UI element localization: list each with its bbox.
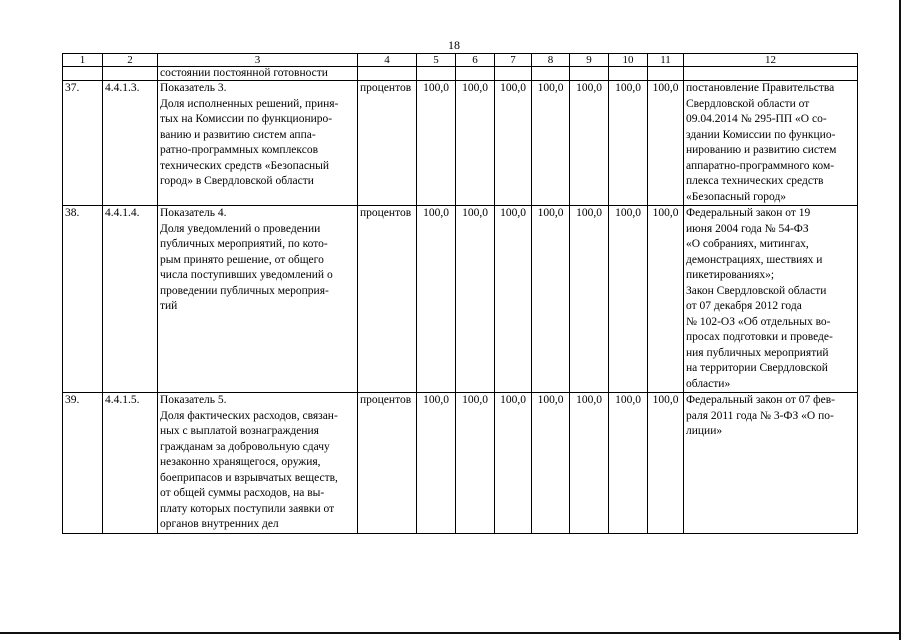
source-line: просах подготовки и проведе-: [686, 331, 833, 343]
indicator-code: 4.4.1.4.: [103, 206, 158, 393]
table-row: [63, 206, 858, 393]
indicator-line: Доля фактических расходов, связан-: [160, 409, 338, 422]
column-number-row: [63, 54, 858, 67]
source-line: ния публичных мероприятий: [686, 346, 829, 359]
value-cell: 100,0: [609, 393, 648, 534]
value-cell: 100,0: [570, 81, 609, 206]
column-number: 4: [358, 54, 417, 67]
row-number: 37.: [63, 81, 103, 206]
indicator-line: ванию и развитию систем аппа-: [160, 128, 316, 141]
column-number: 12: [684, 54, 858, 67]
source-document: [684, 393, 858, 534]
source-line: от 07 декабря 2012 года: [686, 300, 802, 312]
continuation-row: [63, 67, 858, 81]
table-row: [63, 81, 858, 206]
source-line: 09.04.2014 № 295-ПП «О со-: [686, 113, 827, 125]
page-number: 18: [448, 38, 460, 52]
table-row: [63, 393, 858, 534]
column-number: 3: [158, 54, 358, 67]
value-cell: 100,0: [417, 206, 456, 393]
column-number: 7: [495, 54, 532, 67]
indicator-line: Показатель 5.: [160, 394, 227, 406]
indicator-line: город» в Свердловской области: [160, 175, 314, 187]
indicator-description: [158, 206, 358, 393]
source-line: демонстрациях, шествиях и: [686, 253, 823, 266]
source-line: области»: [686, 377, 731, 390]
value-cell: 100,0: [532, 81, 570, 206]
value-cell: 100,0: [495, 206, 532, 393]
column-number: 9: [570, 54, 609, 67]
indicator-line: плату которых поступили заявки от: [160, 502, 335, 515]
column-number: 6: [456, 54, 495, 67]
source-line: июня 2004 года № 54-ФЗ: [686, 222, 809, 235]
value-cell: 100,0: [417, 393, 456, 534]
indicator-line: гражданам за добровольную сдачу: [160, 440, 330, 453]
source-line: Федеральный закон от 19: [686, 207, 811, 219]
indicator-line: Показатель 4.: [160, 207, 227, 219]
value-cell: 100,0: [648, 206, 684, 393]
indicator-line: ных с выплатой вознаграждения: [160, 425, 319, 437]
row-number: 38.: [63, 206, 103, 393]
value-cell: 100,0: [495, 393, 532, 534]
source-line: аппаратно-программного ком-: [686, 159, 835, 172]
source-line: Свердловской области от: [686, 97, 810, 110]
unit-cell: процентов: [358, 81, 417, 206]
indicator-code: 4.4.1.3.: [103, 81, 158, 206]
source-line: здании Комиссии по функцио-: [686, 128, 836, 141]
source-line: № 102-ОЗ «Об отдельных во-: [686, 315, 831, 328]
indicator-description: [158, 393, 358, 534]
column-number: 1: [63, 54, 103, 67]
value-cell: 100,0: [532, 206, 570, 393]
indicators-table: [62, 53, 858, 534]
unit-cell: процентов: [358, 393, 417, 534]
source-line: «Безопасный город»: [686, 190, 787, 203]
indicator-line: рым принято решение, от общего: [160, 253, 324, 266]
source-line: Федеральный закон от 07 фев-: [686, 394, 835, 406]
row-number: 39.: [63, 393, 103, 534]
indicator-line: Доля исполненных решений, приня-: [160, 97, 339, 110]
value-cell: 100,0: [570, 206, 609, 393]
source-line: пикетированиях»;: [686, 269, 775, 281]
indicator-line: технических средств «Безопасный: [160, 159, 329, 172]
column-number: 11: [648, 54, 684, 67]
column-number: 2: [103, 54, 158, 67]
indicator-line: публичных мероприятий, по кото-: [160, 238, 328, 250]
indicator-description: [158, 81, 358, 206]
value-cell: 100,0: [456, 206, 495, 393]
unit-cell: процентов: [358, 206, 417, 393]
indicator-line: от общей суммы расходов, на вы-: [160, 487, 325, 499]
indicator-line: ратно-программных комплексов: [160, 144, 318, 156]
indicator-line: боеприпасов и взрывчатых веществ,: [160, 471, 338, 484]
indicator-line: числа поступивших уведомлений о: [160, 269, 333, 281]
indicator-line: Доля уведомлений о проведении: [160, 222, 321, 235]
source-line: лиции»: [686, 425, 723, 437]
value-cell: 100,0: [456, 81, 495, 206]
indicator-line: проведении публичных мероприя-: [160, 284, 329, 297]
source-line: на территории Свердловской: [686, 362, 828, 374]
value-cell: 100,0: [570, 393, 609, 534]
source-line: «О собраниях, митингах,: [686, 238, 809, 250]
indicator-line: незаконно хранящегося, оружия,: [160, 456, 321, 468]
column-number: 5: [417, 54, 456, 67]
value-cell: 100,0: [532, 393, 570, 534]
column-number: 10: [609, 54, 648, 67]
indicator-line: тий: [160, 300, 178, 312]
source-line: постановление Правительства: [686, 82, 835, 94]
source-line: Закон Свердловской области: [686, 284, 827, 297]
indicator-line: органов внутренних дел: [160, 518, 279, 530]
indicator-line: Показатель 3.: [160, 82, 227, 94]
value-cell: 100,0: [456, 393, 495, 534]
indicator-line: тых на Комиссии по функциониро-: [160, 113, 333, 125]
continuation-text: состоянии постоянной готовности: [158, 67, 358, 81]
page-border-right: [899, 0, 901, 640]
value-cell: 100,0: [609, 81, 648, 206]
source-line: плекса технических средств: [686, 175, 824, 187]
value-cell: 100,0: [417, 81, 456, 206]
value-cell: 100,0: [648, 81, 684, 206]
column-number: 8: [532, 54, 570, 67]
source-line: раля 2011 года № 3-ФЗ «О по-: [686, 409, 834, 422]
value-cell: 100,0: [648, 393, 684, 534]
value-cell: 100,0: [495, 81, 532, 206]
source-line: нированию и развитию систем: [686, 144, 837, 156]
source-document: [684, 206, 858, 393]
indicator-code: 4.4.1.5.: [103, 393, 158, 534]
page-border-bottom: [0, 632, 901, 634]
value-cell: 100,0: [609, 206, 648, 393]
source-document: [684, 81, 858, 206]
